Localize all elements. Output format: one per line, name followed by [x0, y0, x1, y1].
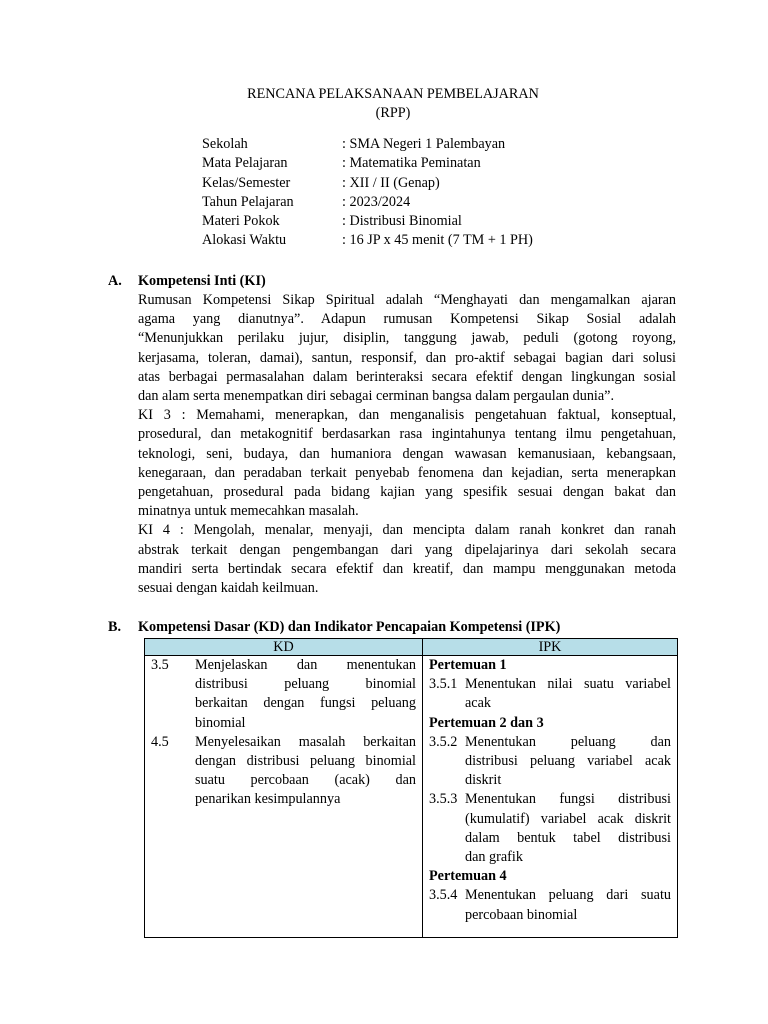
- meeting-label: Pertemuan 1: [429, 657, 507, 673]
- section-a-body: [138, 291, 676, 598]
- paragraph-line: abstrak terkait dengan pengembangan dari yang dipelajarinya dari sekolah secara: [138, 541, 676, 558]
- paragraph-line: pengetahuan, prosedural pada bidang kajian yang spesifik sesuai dengan bakat dan: [138, 484, 676, 501]
- paragraph-line: minatnya untuk memecahkan masalah.: [138, 503, 359, 520]
- section-a-paragraph: [138, 521, 676, 598]
- identity-value: : 16 JP x 45 menit (7 TM + 1 PH): [342, 232, 533, 249]
- kd-ipk-table: [144, 638, 678, 938]
- identity-value: : SMA Negeri 1 Palembayan: [342, 136, 506, 152]
- kd-text-line: penarikan kesimpulannya: [195, 791, 341, 808]
- ipk-text: [465, 675, 671, 713]
- ipk-item: [423, 790, 677, 867]
- section-b-title: Kompetensi Dasar (KD) dan Indikator Pencapaian Kompetensi (IPK): [138, 619, 561, 635]
- kd-text-line: dengan distribusi peluang binomial: [195, 753, 416, 770]
- meeting-label: Pertemuan 2 dan 3: [429, 714, 544, 731]
- section-a-letter: A.: [108, 273, 122, 289]
- kd-text-line: distribusi peluang binomial: [195, 676, 416, 693]
- paragraph-line: teknologi, seni, budaya, dan humaniora dengan wawasan kemanusiaan, kebangsaan,: [138, 445, 676, 462]
- ipk-number: 3.5.3: [429, 791, 458, 808]
- identity-row: [202, 193, 533, 212]
- paragraph-line: mandiri serta bertindak secara efektif dan kreatif, dan mampu menggunakan metoda: [138, 560, 676, 577]
- section-a-paragraph: [138, 291, 676, 406]
- identity-row: [202, 154, 533, 173]
- paragraph-line: KI 3 : Memahami, menerapkan, dan menganalisis pengetahuan faktual, konseptual,: [138, 407, 676, 424]
- ipk-number: 3.5.2: [429, 733, 458, 750]
- ipk-item: [423, 886, 677, 924]
- kd-text-line: Menyelesaikan masalah berkaitan: [195, 733, 416, 750]
- ipk-text-line: diskrit: [465, 772, 502, 789]
- identity-row: [202, 135, 533, 154]
- paragraph-line: “Menunjukkan perilaku jujur, disiplin, tanggung jawab, peduli (gotong royong,: [138, 330, 676, 347]
- identity-label: Sekolah: [202, 136, 248, 152]
- ipk-text-line: Menentukan fungsi distribusi: [465, 791, 671, 808]
- paragraph-line: dan alam serta menempatkan diri sebagai cerminan bangsa dalam pergaulan dunia”.: [138, 388, 615, 405]
- kd-text: [195, 656, 416, 733]
- ipk-text-line: dalam bentuk tabel distribusi: [465, 829, 671, 846]
- ipk-text-line: distribusi peluang variabel acak: [465, 753, 671, 770]
- section-a-heading: [108, 272, 266, 291]
- paragraph-line: KI 4 : Mengolah, menalar, menyaji, dan mencipta dalam ranah konkret dan ranah: [138, 522, 676, 539]
- kd-cell: [145, 656, 423, 938]
- ipk-number: 3.5.4: [429, 887, 458, 904]
- identity-value: : 2023/2024: [342, 193, 411, 210]
- ipk-text-line: percobaan binomial: [465, 906, 578, 923]
- section-a-paragraph: [138, 406, 676, 521]
- paragraph-line: prosedural, dan metakognitif berdasarkan rasa ingintahunya tentang ilmu pengetahuan,: [138, 426, 676, 443]
- kd-number: 3.5: [151, 657, 169, 673]
- document-subtitle: (RPP): [375, 105, 411, 121]
- ipk-text-line: Menentukan peluang dan: [465, 733, 671, 750]
- ipk-text-line: Menentukan peluang dari suatu: [465, 887, 671, 904]
- ipk-text-line: Menentukan nilai suatu variabel: [465, 676, 671, 693]
- paragraph-line: atas berbagai permasalahan dalam berinteraksi secara efektif dengan lingkungan sosial: [138, 368, 676, 385]
- ipk-text-line: acak: [465, 695, 491, 712]
- identity-value: : Matematika Peminatan: [342, 155, 481, 172]
- kd-number: 4.5: [151, 733, 169, 750]
- meeting-label: Pertemuan 4: [429, 868, 507, 885]
- identity-row: [202, 174, 533, 193]
- identity-row: [202, 212, 533, 231]
- kd-item: [145, 656, 422, 733]
- identity-label: Tahun Pelajaran: [202, 193, 294, 210]
- ipk-item: [423, 675, 677, 713]
- ipk-column-header: IPK: [423, 639, 678, 656]
- paragraph-line: sesuai dengan kaidah keilmuan.: [138, 580, 319, 597]
- paragraph-line: Rumusan Kompetensi Sikap Spiritual adalah “Menghayati dan mengamalkan ajaran: [138, 292, 676, 308]
- ipk-text: [465, 733, 671, 791]
- section-b-heading: [108, 618, 560, 637]
- section-a-title: Kompetensi Inti (KI): [138, 273, 266, 289]
- ipk-text: [465, 886, 671, 924]
- paragraph-line: kerjasama, toleran, damai), santun, responsif, dan pro-aktif sebagai bagian dari solusi: [138, 349, 676, 366]
- kd-column-header: KD: [145, 639, 423, 656]
- paragraph-line: agama yang dianutnya”. Adapun rumusan Kompetensi Sikap Sosial adalah: [138, 311, 676, 328]
- identity-row: [202, 231, 533, 250]
- identity-table: [202, 135, 533, 251]
- document-title: RENCANA PELAKSANAAN PEMBELAJARAN: [247, 86, 539, 102]
- ipk-item: [423, 733, 677, 791]
- ipk-number: 3.5.1: [429, 676, 458, 693]
- paragraph-line: kenegaraan, dan peradaban terkait penyebab fenomena dan kejadian, serta menerapkan: [138, 464, 676, 481]
- kd-text-line: binomial: [195, 714, 246, 731]
- identity-label: Kelas/Semester: [202, 174, 291, 191]
- kd-text-line: suatu percobaan (acak) dan: [195, 772, 416, 789]
- identity-label: Mata Pelajaran: [202, 155, 288, 172]
- ipk-cell: [423, 656, 678, 938]
- identity-label: Alokasi Waktu: [202, 232, 287, 249]
- identity-label: Materi Pokok: [202, 213, 280, 230]
- kd-text-line: Menjelaskan dan menentukan: [195, 657, 416, 673]
- identity-value: : Distribusi Binomial: [342, 213, 462, 230]
- ipk-text-line: (kumulatif) variabel acak diskrit: [465, 810, 671, 827]
- kd-text-line: berkaitan dengan fungsi peluang: [195, 695, 416, 712]
- identity-value: : XII / II (Genap): [342, 174, 440, 191]
- ipk-text-line: dan grafik: [465, 849, 523, 866]
- kd-text: [195, 733, 416, 810]
- section-b-letter: B.: [108, 619, 122, 635]
- kd-item: [145, 733, 422, 810]
- ipk-text: [465, 790, 671, 867]
